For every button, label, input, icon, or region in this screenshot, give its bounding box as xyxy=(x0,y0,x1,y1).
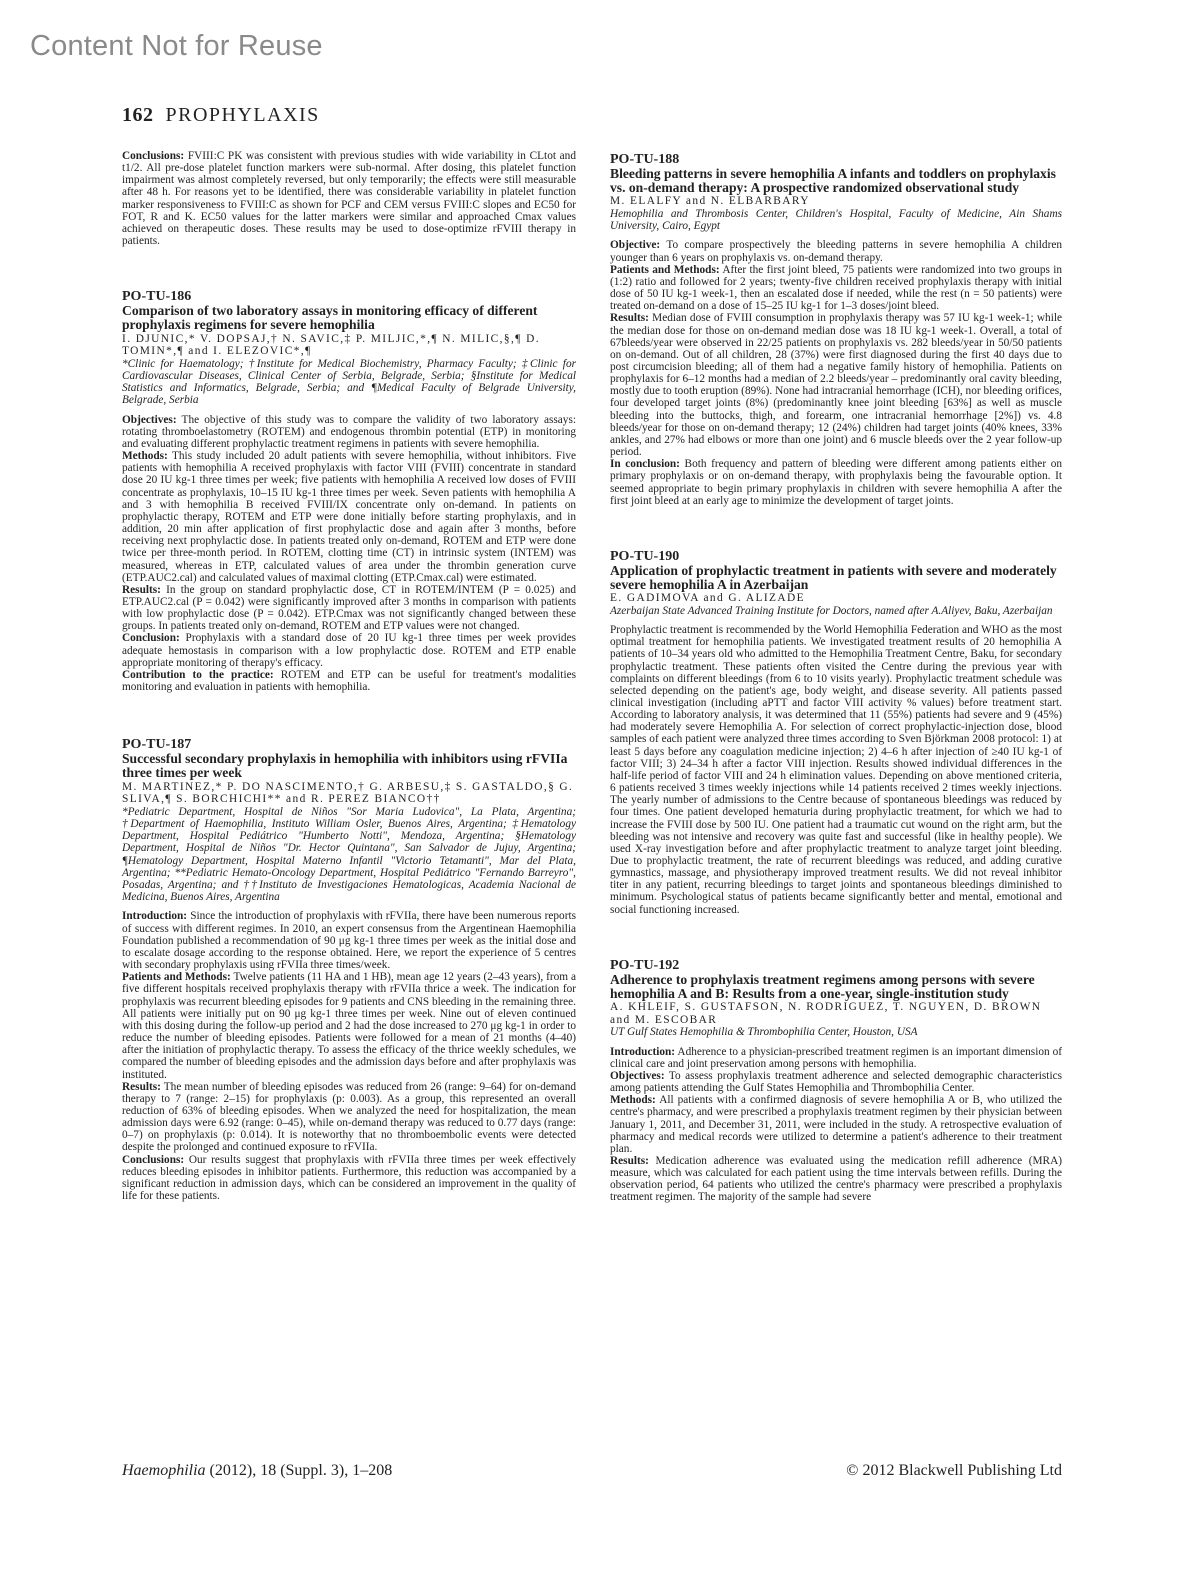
introduction-paragraph xyxy=(122,910,576,971)
abstract-affiliations: Azerbaijan State Advanced Training Institute for Doctors, named after A.Aliyev, Baku, Azerbaijan xyxy=(610,604,1053,617)
abstract-code: PO-TU-190 xyxy=(610,548,680,564)
results-paragraph xyxy=(610,1155,1062,1204)
objectives-label: Objectives: xyxy=(610,1069,665,1082)
methods-label: Methods: xyxy=(122,450,168,463)
conclusion-label: Conclusion: xyxy=(122,632,180,645)
conclusion-label: In conclusion: xyxy=(610,458,680,471)
abstract-po-tu-188 xyxy=(610,152,1062,507)
results-text: Medication adherence was evaluated using the medication refill adherence (MRA) measure, which was calculated for each patient using the time intervals between refills. During the observation period, 64 patients who utilized the centre's pharmacy were prescribed a prophylaxis treatment regimen. The majority of the sample had severe xyxy=(610,1155,1062,1204)
contribution-label: Contribution to the practice: xyxy=(122,668,274,681)
page-number: 162 xyxy=(122,104,154,126)
results-label: Results: xyxy=(610,1155,649,1167)
conclusions-label: Conclusions: xyxy=(122,1153,185,1166)
copyright: © 2012 Blackwell Publishing Ltd xyxy=(846,1462,1062,1479)
conclusions-paragraph xyxy=(122,1154,576,1203)
abstract-code: PO-TU-187 xyxy=(122,737,192,753)
conclusion-text: Both frequency and pattern of bleeding were different among patients either on primary prophylaxis or on on-demand therapy, with prophylaxis being the favourable option. It seemed appropriate to begin primary prophylaxis in children with severe hemophilia A after the first joint bleed at an early age to minimize the development of target joints. xyxy=(610,458,1062,507)
objectives-paragraph xyxy=(122,414,576,450)
abstract-po-tu-187 xyxy=(122,737,576,1202)
patients-methods-paragraph xyxy=(610,264,1062,313)
abstract-code: PO-TU-188 xyxy=(610,152,680,167)
objectives-text: The objective of this study was to compare the validity of two laboratory assays: rotating thromboelastometry (ROTEM) and endogenous thrombin potential (ETP) in monitoring and evaluating different prophylactic treatment regimens in patients with severe hemophilia. xyxy=(122,413,576,450)
introduction-paragraph xyxy=(610,1046,1062,1070)
patients-methods-paragraph xyxy=(122,971,576,1080)
abstract-affiliations: *Pediatric Department, Hospital de Niños "Sor Maria Ludovica", La Plata, Argentina; †Department of Haemophilia, Instituto William Osler, Buenos Aires, Argentina; ‡Hematology Department, Hospital Pediátrico "Humberto Notti", Mendoza, Argentina; §Hematology Department, Hospital de Niños "Dr. Hector Quintana", San Salvador de Jujuy, Argentina; ¶Hematology Department, Hospital Materno Infantil "Victorio Tetamanti", Mar del Plata, Argentina; **Pediatric Hemato-Oncology Department, Hospital Pediátrico "Fernando Barreyro", Posadas, Argentina; and ††Instituto de Investigaciones Hematologicas, Academia Nacional de Medicina, Buenos Aires, Argentina xyxy=(122,805,576,904)
results-text: The mean number of bleeding episodes was reduced from 26 (range: 9–64) for on-demand therapy to 7 (range: 2–15) for prophylaxis (p: 0.003). As a group, this represented an overall reduction of 63% of bleeding episodes. When we analyzed the need for hospitalization, the mean admission days were 6.92 (range: 0–45), while on-demand therapy was reduced to 0.77 days (range: 0–7) on prophylaxis (p: 0.014). It is noteworthy that no thromboembolic events were detected despite the prolonged and continued exposure to rFVIIa. xyxy=(122,1080,576,1154)
results-text: Median dose of FVIII consumption in prophylaxis therapy was 57 IU kg-1 week-1; while the median dose for those on on-demand median dose was 18 IU kg-1 week-1. Overall, a total of 67bleeds/year were observed in 22/25 patients on prophylaxis vs. 282 bleeds/year in 50/50 patients on on-demand. Out of all children, 28 (37%) were first diagnosed during the first 40 days due to post circumcision bleeding; all of them had a negative family history of hemophilia. Patients on prophylaxis for 6–12 months had a median of 2.2 bleeds/year – predominantly oral cavity bleeding, mostly due to tooth eruption (89%). None had intracranial hemorrhage (ICH), nor bleeding orifices, four developed target joints (8%) (predominantly knee joint bleeding [63%] as well as muscle bleeding into the buttocks, thigh, and forearm, one intracranial hemorrhage [2%]) vs. 4.8 bleeds/year for those on on-demand therapy; 12 (24%) children had target joints (40% knees, 33% ankles, and 27% had elbows or more than one joint) and 6 muscle bleeds over the 2 year follow-up period. xyxy=(610,312,1062,459)
abstract-authors: I. DJUNIC,* V. DOPSAJ,† N. SAVIC,‡ P. MILJIC,*,¶ N. MILIC,§,¶ D. TOMIN*,¶ and I. ELEZOVIC*,¶ xyxy=(122,332,540,358)
abstract-title: Application of prophylactic treatment in patients with severe and moderately severe hemophilia A in Azerbaijan xyxy=(610,562,1057,593)
introduction-label: Introduction: xyxy=(122,910,188,923)
conclusion-paragraph xyxy=(122,632,576,668)
abstract-affiliations: UT Gulf States Hemophilia & Thrombophilia Center, Houston, USA xyxy=(610,1026,918,1039)
abstract-title: Successful secondary prophylaxis in hemophilia with inhibitors using rFVIIa three times per week xyxy=(122,751,568,781)
methods-label: Methods: xyxy=(610,1094,656,1107)
body-paragraph: Prophylactic treatment is recommended by the World Hemophilia Federation and WHO as the most optimal treatment for hemophilia patients. We investigated treatment results of 20 hemophilia A patients of 10–34 years old who admitted to the Hemophilia Treatment Centre, Baku, for secondary prophylactic treatment. These patients often visited the Centre during the previous year with complaints on different bleedings (from 6 to 10 visits yearly). Prophylactic treatment schedule was selected depending on the patient's age, body weight, and disease severity. All patients passed clinical investigation (including aPTT and factor VIII activity % values) before treatment start. According to laboratory analysis, it was determined that 11 (55%) patients had severe and 9 (45%) had moderately severe Hemophilia A. For selection of correct prophylactic-injection dose, blood samples of each patient were analyzed three times according to Sven Björkman 2008 protocol: 1) at least 5 days before any coagulation medicine injection; 2) 4–6 h after injection of ≥40 IU kg-1 of factor VIII; 3) 24–34 h after a factor VIII injection. Results showed individual differences in the half-life period of factor VIII and 24 h elimination values. Depending on above mentioned criteria, 6 patients received 3 times weekly injections while 14 patients received 2 times weekly injections. The yearly number of admissions to the Centre because of spontaneous bleedings was reduced by four times. One patient developed hematuria during prophylactic treatment, for which we had to increase the FVIII dose by 500 IU. One patient had a traumatic cut wound on the right arm, but the bleeding was not intensive and recovery was quite fast and successful (like in healthy people). We used X-ray investigation before and after prophylactic treatment to analyze target joint bleeding. Due to prophylactic treatment, the rate of recurrent bleedings was reduced, and adding curative gymnastics, massage, and physiotherapy improved treatment results. We did not reveal inhibitor titer in any patient, recurring bleedings to target joints and spontaneous bleedings diminished to minimum. Psychological status of patients became significantly better and mental, emotional and social functioning increased. xyxy=(610,624,1062,916)
introduction-text: Since the introduction of prophylaxis with rFVIIa, there have been numerous reports of success with different regimes. In 2010, an expert consensus from the Argentinean Haemophilia Foundation published a recommendation of 90 μg kg-1 three times per week as the initial dose and to escalate dosage according to the response obtained. Here, we report the experience of 5 centres with secondary prophylaxis using rFVIIa three times/week. xyxy=(122,910,576,972)
methods-paragraph xyxy=(610,1094,1062,1155)
results-label: Results: xyxy=(122,583,161,596)
journal-citation xyxy=(122,1462,392,1480)
journal-volume: (2012), 18 (Suppl. 3), 1–208 xyxy=(209,1462,393,1479)
abstract-affiliations: *Clinic for Haematology; †Institute for Medical Biochemistry, Pharmacy Faculty; ‡Clinic for Cardiovascular Diseases, Clinical Center of Serbia, Belgrade, Serbia; §Institute for Medical Statistics and Informatics, Belgrade, Serbia; and ¶Medical Faculty of Belgrade University, Belgrade, Serbia xyxy=(122,357,576,407)
abstract-authors: E. GADIMOVA and G. ALIZADE xyxy=(610,592,806,605)
introduction-label: Introduction: xyxy=(610,1045,676,1058)
conclusions-text: Our results suggest that prophylaxis with rFVIIa three times per week effectively reduces bleeding episodes in inhibitor patients. Furthermore, this reduction was accompanied by a significant reduction in admission days, which can be considered an improvement in the quality of life for these patients. xyxy=(122,1153,576,1203)
patients-methods-text: After the first joint bleed, 75 patients were randomized into two groups in (1:2) ratio and followed for 2 years; twenty-five children received prophylaxis therapy with initial dose of 50 IU kg-1 week-1, then an escalated dose if needed, while the rest (n = 50 patients) were treated on-demand on a dose of 15–25 IU kg-1 for 1–3 doses/joint bleed. xyxy=(610,263,1062,313)
results-text: In the group on standard prophylactic dose, CT in ROTEM/INTEM (P = 0.025) and ETP.AUC2.cal (P = 0.042) were significantly improved after 3 months in comparison with patients with low prophylactic dose (P = 0.042). ETP.Cmax was not significantly changed between these groups. In patients treated only on-demand, ROTEM and ETP values were not changed. xyxy=(122,583,576,633)
contribution-text: ROTEM and ETP can be useful for treatment's modalities monitoring and evaluation in patients with hemophilia. xyxy=(122,668,576,694)
continued-abstract-conclusions xyxy=(122,150,576,247)
section-title: PROPHYLAXIS xyxy=(165,104,320,126)
objectives-paragraph xyxy=(610,1070,1062,1094)
results-label: Results: xyxy=(122,1080,161,1093)
running-head xyxy=(122,104,320,127)
methods-text: All patients with a confirmed diagnosis of severe hemophilia A or B, who utilized the centre's pharmacy, and were prescribed a prophylaxis treatment regimen by their physician between January 1, 2011, and December 31, 2011, were included in the study. A retrospective evaluation of pharmacy and medical records were utilized to determine a patient's adherence to their treatment plan. xyxy=(610,1094,1062,1155)
objective-label: Objective: xyxy=(610,239,661,252)
patients-methods-label: Patients and Methods: xyxy=(610,263,720,276)
introduction-text: Adherence to a physician-prescribed treatment regimen is an important dimension of clinical care and joint preservation among persons with hemophilia. xyxy=(610,1045,1062,1070)
patients-methods-label: Patients and Methods: xyxy=(122,971,231,984)
abstract-authors: M. MARTINEZ,* P. DO NASCIMENTO,† G. ARBESU,‡ S. GASTALDO,§ G. SLIVA,¶ S. BORCHICHI** and R. PEREZ BIANCO†† xyxy=(122,780,574,806)
abstract-po-tu-190 xyxy=(610,549,1062,916)
methods-text: This study included 20 adult patients with severe hemophilia, without inhibitors. Five patients with hemophilia A received prophylaxis with factor VIII (FVIII) concentrate in standard dose 20 IU kg-1 three times per week; five patients with hemophilia A received low doses of FVIII concentrate as prophylaxis, 10–15 IU kg-1 three times per week. Seven patients with hemophilia A and 3 with hemophilia B received FVIII/IX concentrate only on-demand. In patients on prophylactic therapy, ROTEM and ETP were done initially before starting prophylaxis, and in addition, 20 min after application of first prophylactic dose and again after 3 months, before receiving next prophylactic dose. In patients treated only on-demand, ROTEM and ETP were done twice per three-month period. In ROTEM, clotting time (CT) in intrinsic system (INTEM) was measured, whereas in ETP, calculated values of area under the thrombin generation curve (ETP.AUC2.cal) and calculated values of maximal clotting (ETP.Cmax.cal) were estimated. xyxy=(122,450,576,584)
abstract-affiliations: Hemophilia and Thrombosis Center, Children's Hospital, Faculty of Medicine, Ain Shams University, Cairo, Egypt xyxy=(610,208,1062,233)
watermark: Content Not for Reuse xyxy=(30,30,323,62)
objective-paragraph xyxy=(610,239,1062,263)
results-paragraph xyxy=(122,584,576,633)
conclusions-label: Conclusions: xyxy=(122,150,185,162)
objective-text: To compare prospectively the bleeding patterns in severe hemophilia A children younger than 6 years on prophylaxis vs. on-demand therapy. xyxy=(610,239,1062,264)
methods-paragraph xyxy=(122,450,576,584)
objectives-text: To assess prophylaxis treatment adherence and selected demographic characteristics among patients attending the Gulf States Hemophilia and Thrombophilia Center. xyxy=(610,1069,1062,1095)
abstract-title: Bleeding patterns in severe hemophilia A infants and toddlers on prophylaxis vs. on-demand therapy: A prospective randomized observational study xyxy=(610,166,1056,196)
results-label: Results: xyxy=(610,312,649,325)
conclusion-text: Prophylaxis with a standard dose of 20 IU kg-1 three times per week provides adequate hemostasis in comparison with a low prophylactic dose. ROTEM and ETP enable appropriate monitoring of therapy's efficacy. xyxy=(122,632,576,669)
abstract-authors: A. KHLEIF, S. GUSTAFSON, N. RODRIGUEZ, T. NGUYEN, D. BROWN and M. ESCOBAR xyxy=(610,1001,1042,1026)
results-paragraph xyxy=(122,1081,576,1154)
contribution-paragraph xyxy=(122,669,576,693)
left-column xyxy=(122,150,576,1202)
objectives-label: Objectives: xyxy=(122,413,177,426)
right-column xyxy=(610,152,1062,1204)
abstract-title: Comparison of two laboratory assays in monitoring efficacy of different prophylaxis regimens for severe hemophilia xyxy=(122,303,538,333)
abstract-po-tu-192 xyxy=(610,958,1062,1204)
abstract-title: Adherence to prophylaxis treatment regimens among persons with severe hemophilia A and B: Results from a one-year, single-institution study xyxy=(610,971,1035,1001)
abstract-po-tu-186 xyxy=(122,289,576,693)
abstract-code: PO-TU-186 xyxy=(122,289,192,305)
journal-name: Haemophilia xyxy=(122,1462,206,1479)
abstract-authors: M. ELALFY and N. ELBARBARY xyxy=(610,195,810,208)
conclusion-paragraph xyxy=(610,458,1062,507)
abstract-code: PO-TU-192 xyxy=(610,957,680,973)
patients-methods-text: Twelve patients (11 HA and 1 HB), mean age 12 years (2–43 years), from a five different hospitals received prophylaxis therapy with rFVIIa thrice a week. The indication for prophylaxis was recurrent bleeding episodes for 9 patients and CNS bleeding in the remaining three. All patients were initially put on 90 μg kg-1 three times per week. Nine out of eleven continued with this dosing during the follow-up period and 2 had the dose increased to 270 μg kg-1 in order to reduce the number of bleeding episodes. Patients were followed for a mean of 21 months (4–40) after the initiation of prophylactic therapy. To assess the efficacy of the thrice weekly schedules, we compared the number of bleeding episodes and the admission days before and after prophylaxis was instituted. xyxy=(122,971,577,1081)
conclusions-text: FVIII:C PK was consistent with previous studies with wide variability in CLtot and t1/2. All pre-dose platelet function markers were sub-normal. After dosing, this platelet function impairment was almost completely reversed, but only temporarily; the effects were still measurable after 48 h. For reasons yet to be identified, there was considerable variability in platelet function marker responsiveness to FVIII:C as shown for PCF and CEM versus FVIII:C slopes and EC50 for FOT, R and K. EC50 values for the latter markers were similar and approached Cmax values achieved on therapeutic doses. These results may be used to dose-optimize rFVIII therapy in patients. xyxy=(122,150,576,248)
results-paragraph xyxy=(610,312,1062,458)
